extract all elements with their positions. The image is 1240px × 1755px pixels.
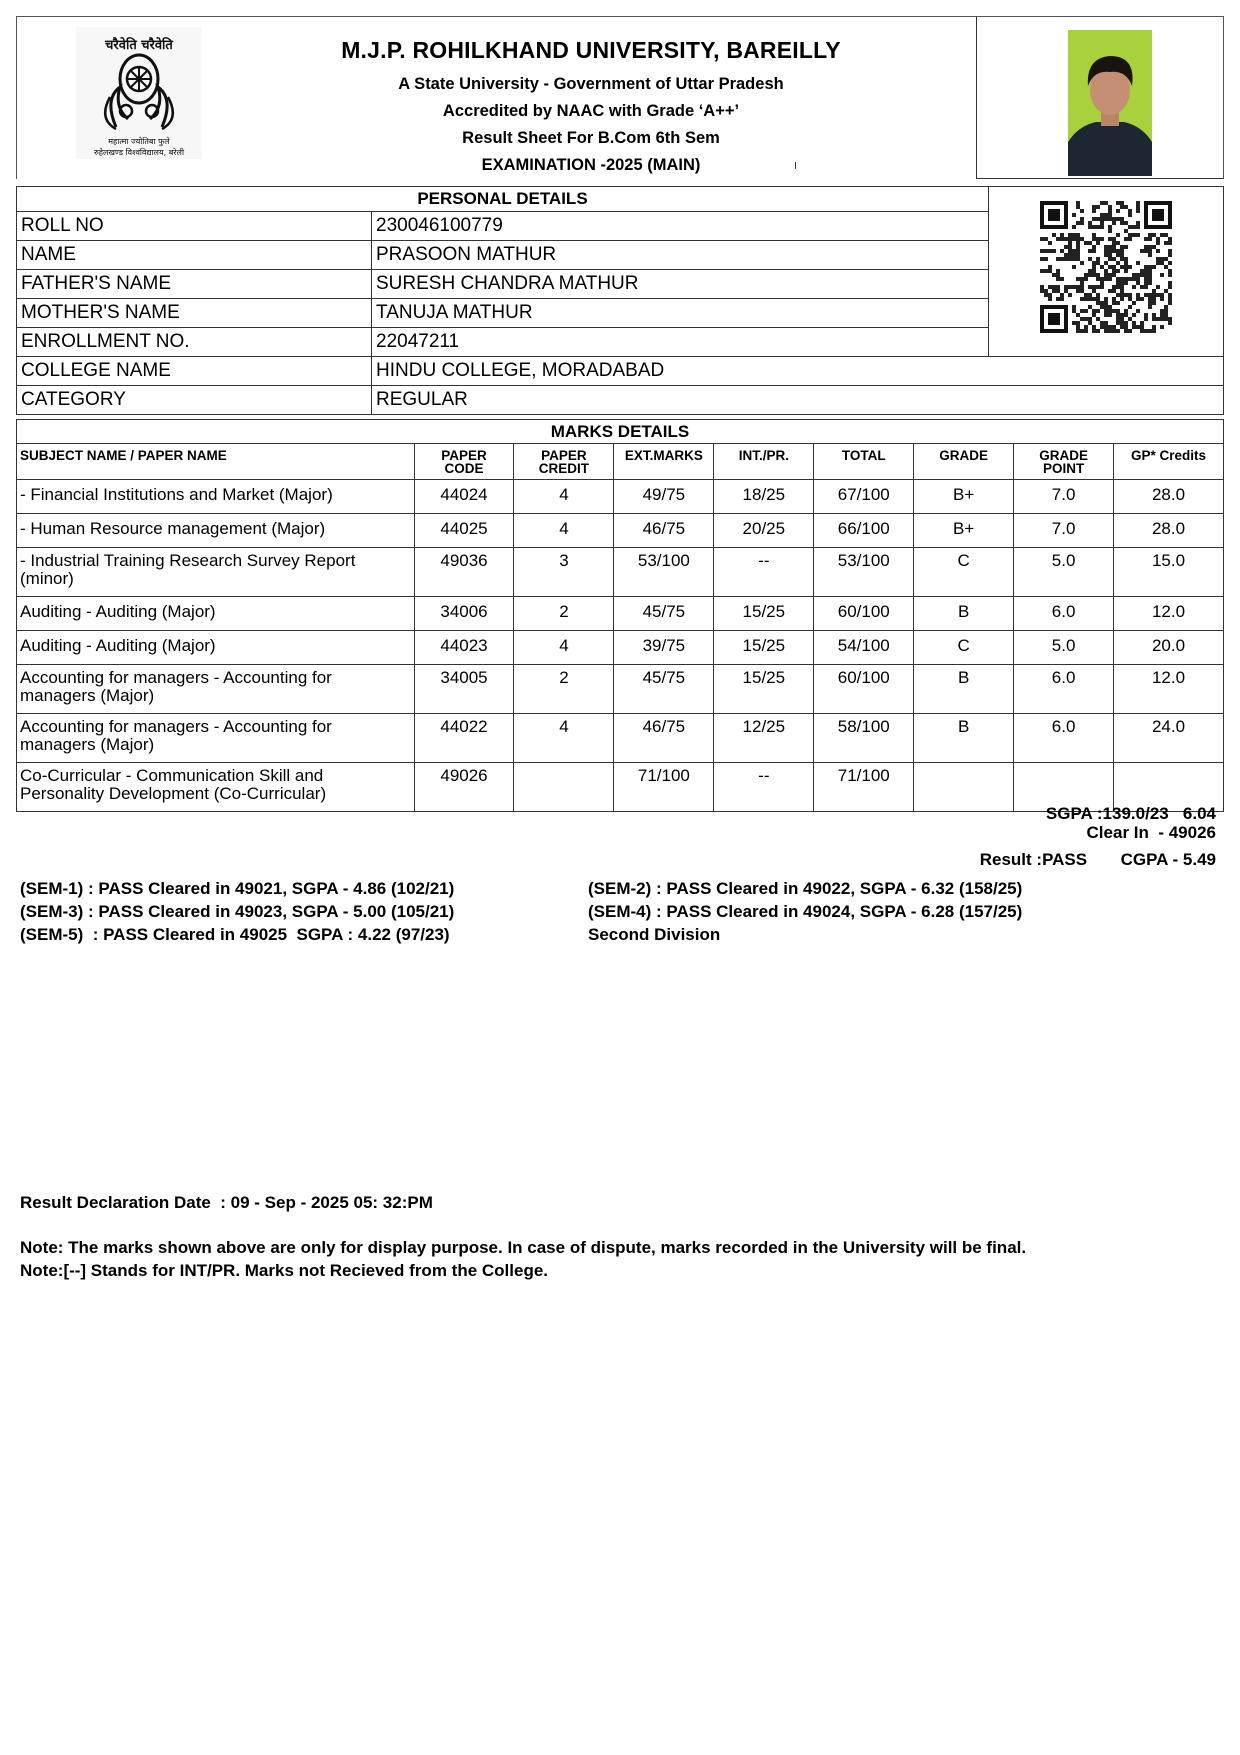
col-total: TOTAL	[814, 444, 914, 480]
total-marks: 67/100	[814, 480, 914, 514]
paper-credit: 4	[514, 631, 614, 665]
sgpa-summary	[1046, 804, 1216, 842]
col-label: CREDIT	[538, 461, 590, 476]
paper-credit: 4	[514, 480, 614, 514]
paper-code: 49026	[414, 763, 514, 812]
marks-row	[17, 763, 1224, 812]
grade: B	[914, 714, 1014, 763]
clear-in-value: Clear In - 49026	[1086, 823, 1216, 842]
marks-row	[17, 480, 1224, 514]
gp-credits: 24.0	[1114, 714, 1224, 763]
logo-caption-2: रुहेलखण्ड विश्वविद्यालय, बरेली	[93, 148, 185, 157]
col-grade-point	[1014, 444, 1114, 480]
paper-credit: 2	[514, 665, 614, 714]
col-label: PAPER	[541, 448, 587, 463]
gp-credits: 12.0	[1114, 597, 1224, 631]
field-label: ROLL NO	[17, 212, 372, 241]
paper-code: 49036	[414, 548, 514, 597]
grade-point: 6.0	[1014, 714, 1114, 763]
result-header	[16, 16, 1224, 179]
grade-point: 5.0	[1014, 631, 1114, 665]
subject-name: Accounting for managers - Accounting for managers (Major)	[17, 665, 415, 714]
personal-details-heading: PERSONAL DETAILS	[17, 187, 989, 212]
col-label: GRADE	[1039, 448, 1088, 463]
marks-row	[17, 548, 1224, 597]
division: Second Division	[588, 925, 721, 944]
grade-point: 5.0	[1014, 548, 1114, 597]
total-marks: 60/100	[814, 665, 914, 714]
paper-credit: 2	[514, 597, 614, 631]
semester-4-result: (SEM-4) : PASS Cleared in 49024, SGPA - 6.28 (157/25)	[588, 902, 1023, 921]
int-marks: --	[714, 763, 814, 812]
accreditation: Accredited by NAAC with Grade ‘A++’	[442, 102, 740, 120]
result-declaration-date: Result Declaration Date : 09 - Sep - 2025 05: 32:PM	[20, 1193, 433, 1212]
col-paper-credit	[514, 444, 614, 480]
qr-code-icon	[1040, 201, 1172, 333]
ext-marks: 53/100	[614, 548, 714, 597]
enrollment-value: 22047211	[372, 328, 989, 357]
grade: B+	[914, 480, 1014, 514]
logo-caption-1: महात्मा ज्योतिबा फुले	[108, 137, 170, 146]
paper-code: 44024	[414, 480, 514, 514]
field-label: CATEGORY	[17, 386, 372, 415]
name-value: PRASOON MATHUR	[372, 241, 989, 270]
col-label: CODE	[444, 461, 484, 476]
marks-row	[17, 514, 1224, 548]
marks-row	[17, 714, 1224, 763]
subject-name: - Human Resource management (Major)	[17, 514, 415, 548]
title-block	[216, 37, 966, 179]
notes	[20, 1236, 1026, 1282]
examination-title: EXAMINATION -2025 (MAIN)	[481, 156, 701, 174]
total-marks: 53/100	[814, 548, 914, 597]
semester-column-left	[20, 877, 454, 946]
field-label: FATHER'S NAME	[17, 270, 372, 299]
divider	[795, 162, 796, 169]
col-int-pr: INT./PR.	[714, 444, 814, 480]
university-status: A State University - Government of Uttar Pradesh	[398, 75, 784, 93]
result-sheet-title: Result Sheet For B.Com 6th Sem	[462, 129, 720, 147]
int-marks: 15/25	[714, 665, 814, 714]
grade: C	[914, 548, 1014, 597]
ext-marks: 46/75	[614, 514, 714, 548]
total-marks: 60/100	[814, 597, 914, 631]
int-marks: 15/25	[714, 597, 814, 631]
marks-row	[17, 597, 1224, 631]
int-marks: --	[714, 548, 814, 597]
semester-5-result: (SEM-5) : PASS Cleared in 49025 SGPA : 4.22 (97/23)	[20, 925, 450, 944]
grade: B	[914, 597, 1014, 631]
university-name: M.J.P. ROHILKHAND UNIVERSITY, BAREILLY	[341, 37, 841, 63]
ext-marks: 39/75	[614, 631, 714, 665]
semester-3-result: (SEM-3) : PASS Cleared in 49023, SGPA - 5.00 (105/21)	[20, 902, 455, 921]
ext-marks: 71/100	[614, 763, 714, 812]
semester-2-result: (SEM-2) : PASS Cleared in 49022, SGPA - 6.32 (158/25)	[588, 879, 1023, 898]
grade: B+	[914, 514, 1014, 548]
grade: C	[914, 631, 1014, 665]
paper-code: 34006	[414, 597, 514, 631]
paper-code: 44023	[414, 631, 514, 665]
subject-name: - Industrial Training Research Survey Report (minor)	[17, 548, 415, 597]
subject-name: Co-Curricular - Communication Skill and Personality Development (Co-Curricular)	[17, 763, 415, 812]
college-value: HINDU COLLEGE, MORADABAD	[372, 357, 1224, 386]
grade-point: 7.0	[1014, 514, 1114, 548]
student-photo	[1068, 30, 1152, 176]
total-marks: 71/100	[814, 763, 914, 812]
field-label: NAME	[17, 241, 372, 270]
ext-marks: 49/75	[614, 480, 714, 514]
category-value: REGULAR	[372, 386, 1224, 415]
grade	[914, 763, 1014, 812]
qr-cell	[989, 187, 1224, 357]
marks-details-table	[16, 419, 1224, 812]
marks-row	[17, 631, 1224, 665]
paper-credit: 4	[514, 714, 614, 763]
paper-code: 44025	[414, 514, 514, 548]
grade-point: 6.0	[1014, 665, 1114, 714]
col-label: PAPER	[441, 448, 487, 463]
field-label: COLLEGE NAME	[17, 357, 372, 386]
ext-marks: 45/75	[614, 665, 714, 714]
gp-credits: 20.0	[1114, 631, 1224, 665]
int-marks: 12/25	[714, 714, 814, 763]
field-label: MOTHER'S NAME	[17, 299, 372, 328]
personal-row-category	[17, 386, 1224, 415]
result-line	[980, 850, 1216, 870]
int-marks: 15/25	[714, 631, 814, 665]
int-marks: 18/25	[714, 480, 814, 514]
marks-row	[17, 665, 1224, 714]
gp-credits: 15.0	[1114, 548, 1224, 597]
university-emblem-icon	[76, 27, 202, 159]
subject-name: Accounting for managers - Accounting for managers (Major)	[17, 714, 415, 763]
col-grade: GRADE	[914, 444, 1014, 480]
photo-frame	[976, 17, 1224, 179]
col-subject: SUBJECT NAME / PAPER NAME	[17, 444, 415, 480]
ext-marks: 45/75	[614, 597, 714, 631]
logo-motto: चरैवेति चरैवेति	[105, 38, 173, 53]
gp-credits: 28.0	[1114, 480, 1224, 514]
subject-name: - Financial Institutions and Market (Major)	[17, 480, 415, 514]
ext-marks: 46/75	[614, 714, 714, 763]
total-marks: 66/100	[814, 514, 914, 548]
result-status: Result :PASS	[979, 850, 1088, 869]
paper-credit: 3	[514, 548, 614, 597]
sgpa-value: SGPA :139.0/23 6.04	[1045, 804, 1216, 823]
personal-row-college	[17, 357, 1224, 386]
total-marks: 54/100	[814, 631, 914, 665]
col-ext-marks: EXT.MARKS	[614, 444, 714, 480]
field-label: ENROLLMENT NO.	[17, 328, 372, 357]
grade-point: 6.0	[1014, 597, 1114, 631]
col-label: POINT	[1042, 461, 1085, 476]
gp-credits: 28.0	[1114, 514, 1224, 548]
total-marks: 58/100	[814, 714, 914, 763]
marks-header-row	[17, 444, 1224, 480]
paper-credit: 4	[514, 514, 614, 548]
mother-name-value: TANUJA MATHUR	[372, 299, 989, 328]
marks-details-heading: MARKS DETAILS	[17, 420, 1224, 444]
paper-code: 34005	[414, 665, 514, 714]
roll-no-value: 230046100779	[372, 212, 989, 241]
father-name-value: SURESH CHANDRA MATHUR	[372, 270, 989, 299]
int-marks: 20/25	[714, 514, 814, 548]
gp-credits: 12.0	[1114, 665, 1224, 714]
grade-point: 7.0	[1014, 480, 1114, 514]
paper-credit	[514, 763, 614, 812]
semester-1-result: (SEM-1) : PASS Cleared in 49021, SGPA - 4.86 (102/21)	[20, 879, 455, 898]
col-paper-code	[414, 444, 514, 480]
subject-name: Auditing - Auditing (Major)	[17, 631, 415, 665]
paper-code: 44022	[414, 714, 514, 763]
semester-column-right	[588, 877, 1022, 946]
note-display-purpose: Note: The marks shown above are only for display purpose. In case of dispute, marks recorded in the University will be final.	[20, 1238, 1027, 1257]
col-gp-credits: GP* Credits	[1114, 444, 1224, 480]
note-int-pr: Note:[--] Stands for INT/PR. Marks not Recieved from the College.	[20, 1261, 549, 1280]
subject-name: Auditing - Auditing (Major)	[17, 597, 415, 631]
cgpa-value: CGPA - 5.49	[1120, 850, 1216, 869]
personal-details-table	[16, 186, 1224, 415]
grade: B	[914, 665, 1014, 714]
